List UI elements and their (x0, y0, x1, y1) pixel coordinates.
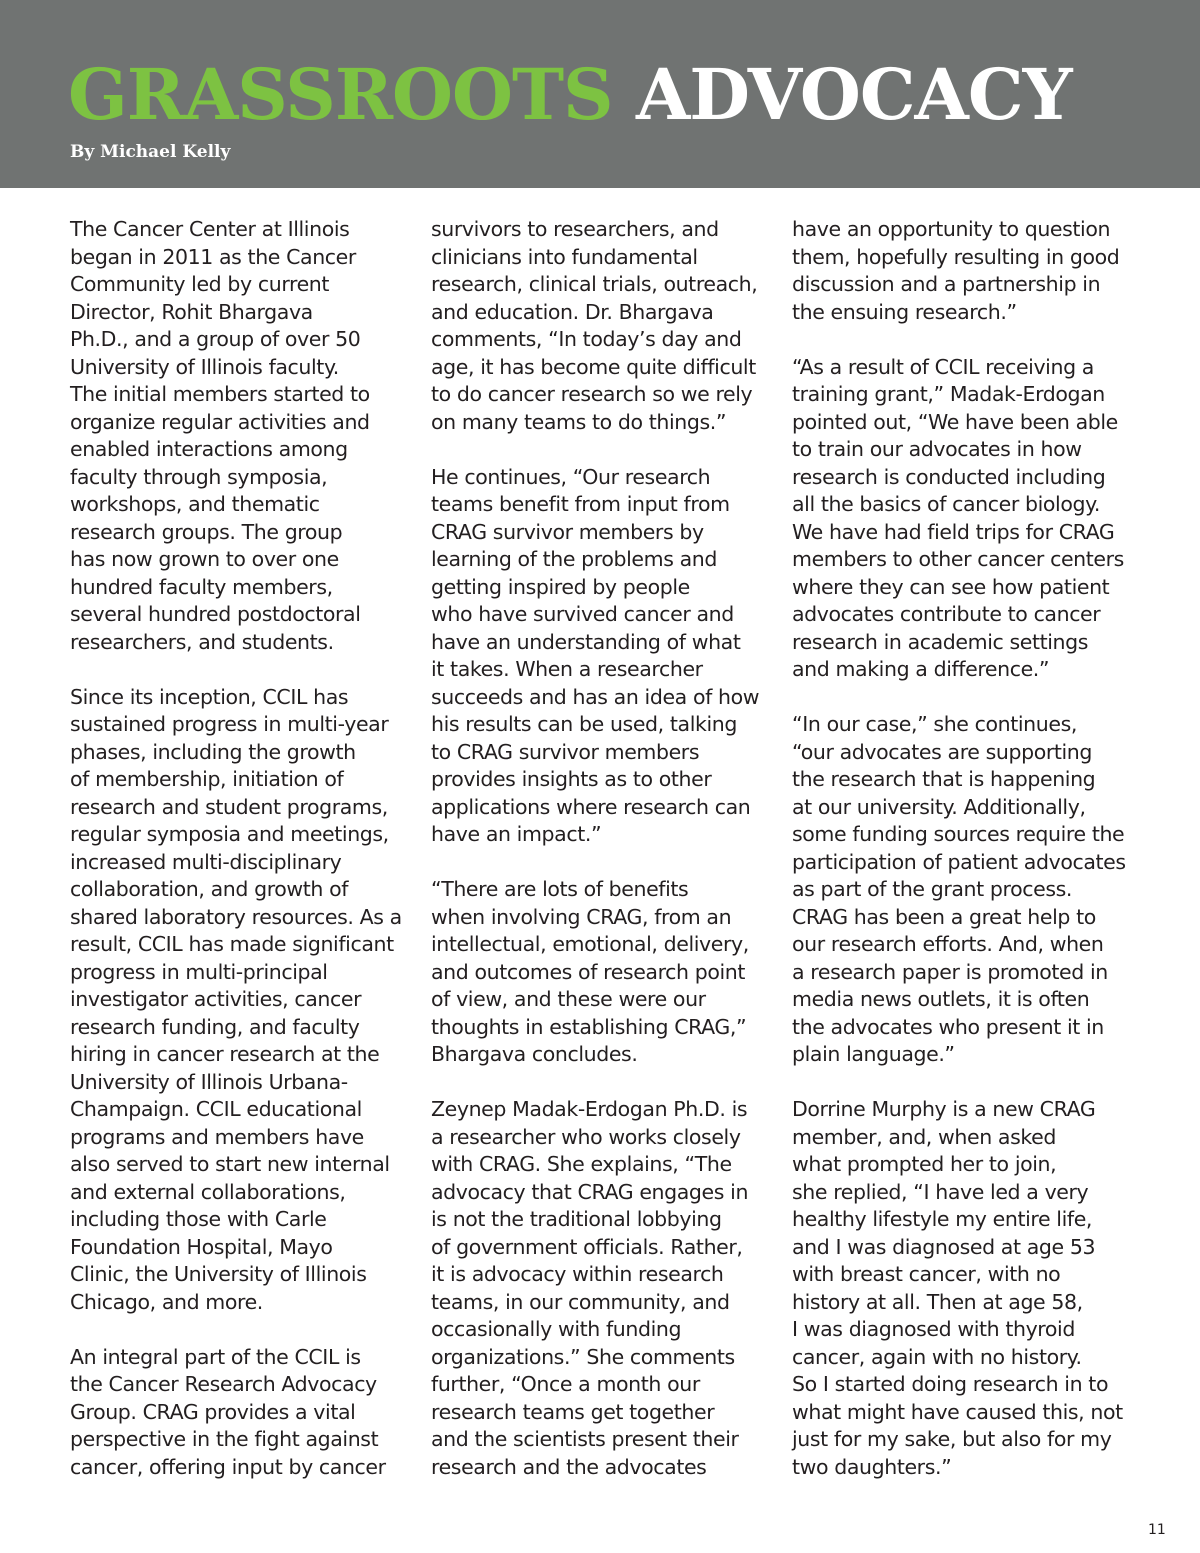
text-line: CRAG survivor members by (431, 519, 704, 544)
text-line: cancer, again with no history. (792, 1344, 1082, 1369)
text-line: Dorrine Murphy is a new CRAG (792, 1097, 1096, 1121)
text-line: “In our case,” she continues, (792, 712, 1077, 736)
text-line: who have survived cancer and (431, 602, 734, 626)
text-line: member, and, when asked (792, 1124, 1056, 1149)
text-line: He continues, “Our research (431, 464, 711, 489)
text-line: research is conducted including (792, 464, 1106, 489)
paragraph-gap (431, 849, 779, 877)
text-line: including those with Carle (70, 1207, 327, 1231)
text-line: survivors to researchers, and (431, 217, 719, 241)
text-line: I was diagnosed with thyroid (792, 1317, 1075, 1341)
paragraph (70, 684, 418, 1317)
text-line: University of Illinois faculty. (70, 354, 339, 379)
text-line: pointed out, “We have been able (792, 409, 1118, 434)
text-line: some funding sources require the (792, 822, 1125, 846)
text-line: Since its inception, CCIL has (70, 684, 349, 709)
text-line: members to other cancer centers (792, 547, 1124, 571)
text-line: faculty through symposia, (70, 464, 328, 489)
page-number: 11 (1148, 1522, 1166, 1538)
text-line: “As a result of CCIL receiving a (792, 354, 1094, 379)
text-line: what prompted her to join, (792, 1152, 1057, 1176)
text-line: teams benefit from input from (431, 492, 730, 516)
paragraph (792, 216, 1140, 326)
text-line: So I started doing research in to (792, 1372, 1109, 1396)
text-line: have an opportunity to question (792, 217, 1111, 241)
text-line: the Cancer Research Advocacy (70, 1372, 377, 1396)
text-line: age, it has become quite difficult (431, 354, 756, 379)
text-line: several hundred postdoctoral (70, 602, 361, 626)
text-line: with CRAG. She explains, “The (431, 1152, 732, 1176)
text-line: research groups. The group (70, 519, 343, 544)
header-band (0, 0, 1200, 188)
text-line: began in 2011 as the Cancer (70, 244, 356, 269)
text-line: and I was diagnosed at age 53 (792, 1234, 1096, 1259)
text-line: organize regular activities and (70, 409, 370, 434)
paragraph (70, 216, 418, 656)
text-line: on many teams to do things.” (431, 409, 727, 434)
text-line: plain language.” (792, 1042, 955, 1066)
text-line: occasionally with funding (431, 1317, 682, 1341)
paragraph-gap (792, 684, 1140, 712)
text-line: research teams get together (431, 1399, 715, 1424)
paragraph (792, 711, 1140, 1069)
text-line: to train our advocates in how (792, 437, 1082, 461)
text-line: succeeds and has an idea of how (431, 684, 760, 709)
paragraph-gap (792, 1069, 1140, 1097)
text-line: programs and members have (70, 1124, 364, 1149)
text-line: what might have caused this, not (792, 1399, 1123, 1424)
text-line: his results can be used, talking (431, 712, 737, 736)
text-line: Clinic, the University of Illinois (70, 1262, 367, 1286)
text-line: comments, “In today’s day and (431, 327, 742, 351)
text-line: provides insights as to other (431, 767, 712, 791)
text-line: The Cancer Center at Illinois (70, 217, 350, 241)
text-line: research and the advocates (431, 1454, 707, 1479)
text-line: Ph.D., and a group of over 50 (70, 327, 361, 351)
text-line: as part of the grant process. (792, 877, 1072, 901)
text-line: thoughts in establishing CRAG,” (431, 1014, 747, 1039)
text-line: have an understanding of what (431, 629, 741, 654)
text-line: Chicago, and more. (70, 1289, 263, 1314)
text-line: investigator activities, cancer (70, 987, 362, 1011)
text-line: cancer, offering input by cancer (70, 1454, 386, 1479)
article-title (68, 50, 1072, 140)
paragraph (792, 1096, 1140, 1481)
text-column-3 (792, 216, 1140, 1481)
text-line: intellectual, emotional, delivery, (431, 932, 749, 956)
text-line: organizations.” She comments (431, 1344, 735, 1369)
text-line: getting inspired by people (431, 574, 690, 599)
text-line: regular symposia and meetings, (70, 822, 389, 846)
text-line: University of Illinois Urbana- (70, 1069, 348, 1094)
text-line: An integral part of the CCIL is (70, 1344, 361, 1369)
text-line: “our advocates are supporting (792, 739, 1093, 764)
text-line: Community led by current (70, 272, 330, 296)
paragraph-gap (70, 1316, 418, 1344)
text-line: all the basics of cancer biology. (792, 492, 1101, 516)
text-line: when involving CRAG, from an (431, 904, 732, 929)
text-line: research, clinical trials, outreach, (431, 272, 758, 296)
text-line: CRAG has been a great help to (792, 904, 1096, 929)
paragraph (792, 354, 1140, 684)
text-line: enabled interactions among (70, 437, 348, 461)
text-line: media news outlets, it is often (792, 987, 1090, 1011)
text-line: also served to start new internal (70, 1152, 390, 1176)
text-line: advocacy that CRAG engages in (431, 1179, 749, 1204)
text-line: history at all. Then at age 58, (792, 1289, 1083, 1314)
text-line: progress in multi-principal (70, 959, 328, 984)
text-line: and outcomes of research point (431, 959, 746, 984)
text-line: The initial members started to (70, 382, 370, 406)
text-line: clinicians into fundamental (431, 244, 698, 269)
text-line: Bhargava concludes. (431, 1042, 638, 1066)
paragraph (431, 1096, 779, 1481)
text-line: perspective in the fight against (70, 1427, 379, 1451)
text-line: she replied, “I have led a very (792, 1179, 1089, 1204)
text-line: to CRAG survivor members (431, 739, 700, 764)
text-line: of membership, initiation of (70, 767, 344, 791)
text-line: with breast cancer, with no (792, 1262, 1061, 1286)
text-line: and making a difference.” (792, 657, 1050, 681)
text-line: just for my sake, but also for my (792, 1427, 1112, 1451)
text-line: applications where research can (431, 794, 751, 819)
text-line: and external collaborations, (70, 1179, 346, 1204)
title-grassroots: GRASSROOTS (68, 53, 613, 136)
text-line: collaboration, and growth of (70, 877, 349, 901)
text-line: research in academic settings (792, 629, 1089, 654)
paragraph-gap (792, 326, 1140, 354)
text-line: our research efforts. And, when (792, 932, 1104, 956)
text-line: workshops, and thematic (70, 492, 320, 516)
paragraph (431, 464, 779, 849)
text-line: research funding, and faculty (70, 1014, 360, 1039)
text-line: and the scientists present their (431, 1427, 739, 1451)
text-line: it is advocacy within research (431, 1262, 724, 1286)
text-line: Director, Rohit Bhargava (70, 299, 313, 324)
text-line: the research that is happening (792, 767, 1096, 791)
text-line: sustained progress in multi-year (70, 712, 389, 736)
text-line: is not the traditional lobbying (431, 1207, 722, 1231)
text-line: a research paper is promoted in (792, 959, 1108, 984)
paragraph-gap (70, 656, 418, 684)
text-line: hiring in cancer research at the (70, 1042, 380, 1066)
text-line: and education. Dr. Bhargava (431, 299, 714, 324)
text-line: healthy lifestyle my entire life, (792, 1207, 1093, 1231)
text-line: increased multi-disciplinary (70, 849, 342, 874)
text-line: “There are lots of benefits (431, 877, 689, 901)
text-line: advocates contribute to cancer (792, 602, 1101, 626)
text-line: training grant,” Madak-Erdogan (792, 382, 1105, 406)
text-line: researchers, and students. (70, 629, 334, 654)
byline: By Michael Kelly (70, 142, 231, 162)
text-line: research and student programs, (70, 794, 388, 819)
text-line: of government officials. Rather, (431, 1234, 743, 1259)
paragraph (431, 216, 779, 436)
text-column-2 (431, 216, 779, 1481)
text-line: Foundation Hospital, Mayo (70, 1234, 333, 1259)
text-line: discussion and a partnership in (792, 272, 1101, 296)
text-line: has now grown to over one (70, 547, 339, 571)
text-line: it takes. When a researcher (431, 657, 703, 681)
text-line: the ensuing research.” (792, 299, 1017, 324)
text-line: at our university. Additionally, (792, 794, 1086, 819)
paragraph-gap (431, 436, 779, 464)
text-line: have an impact.” (431, 822, 602, 846)
text-line: further, “Once a month our (431, 1372, 700, 1396)
title-advocacy: ADVOCACY (635, 53, 1072, 136)
text-line: We have had field trips for CRAG (792, 519, 1115, 544)
text-line: hundred faculty members, (70, 574, 333, 599)
text-line: of view, and these were our (431, 987, 706, 1011)
text-line: the advocates who present it in (792, 1014, 1104, 1039)
text-line: where they can see how patient (792, 574, 1110, 599)
text-line: phases, including the growth (70, 739, 356, 764)
text-line: Champaign. CCIL educational (70, 1097, 362, 1121)
text-line: Zeynep Madak-Erdogan Ph.D. is (431, 1097, 748, 1121)
paragraph (431, 876, 779, 1069)
text-line: teams, in our community, and (431, 1289, 730, 1314)
text-line: to do cancer research so we rely (431, 382, 753, 406)
text-line: Group. CRAG provides a vital (70, 1399, 356, 1424)
text-line: them, hopefully resulting in good (792, 244, 1120, 269)
text-line: participation of patient advocates (792, 849, 1126, 874)
text-line: result, CCIL has made significant (70, 932, 394, 956)
text-line: shared laboratory resources. As a (70, 904, 402, 929)
paragraph (70, 1344, 418, 1482)
text-column-1 (70, 216, 418, 1481)
text-line: learning of the problems and (431, 547, 717, 571)
paragraph-gap (431, 1069, 779, 1097)
text-line: two daughters.” (792, 1454, 952, 1479)
text-line: a researcher who works closely (431, 1124, 741, 1149)
